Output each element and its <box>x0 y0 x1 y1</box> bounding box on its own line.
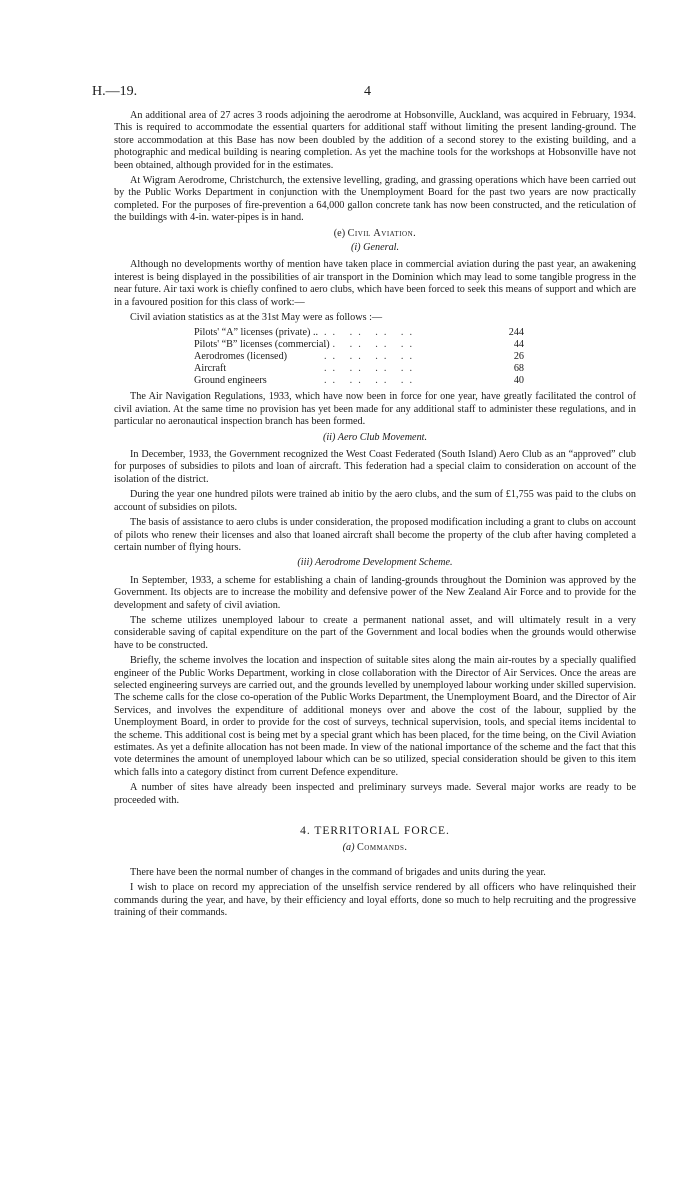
stat-row <box>194 351 524 363</box>
paragraph-wigram: At Wigram Aerodrome, Christchurch, the extensive levelling, grading, and grassing operations which have been carried out by the Public Works Department in conjunction with the Unemployment Board for the past two years are now practically completed. For the purposes of fire-prevention a 64,000 gallon concrete tank has now been constructed, and the reticulation of the buildings with 4-in. water-pipes is in hand. <box>114 175 636 224</box>
stat-value: 44 <box>513 338 524 350</box>
paragraph-scheme: Briefly, the scheme involves the location and inspection of suitable sites along the main air-routes by a specially qualified engineer of the Public Works Department, working in close collaboration with the Director of Air Services. Once the areas are selected engineering surveys are carried out, and the grounds levelled by unemployed labour working under skilled supervision. The scheme calls for the close co-operation of the Public Works Department, the Unemployment Board, and the Director of Air Services, and involves the expenditure of additional moneys over and above the cost of the labour, supplied by the Unemployment Board, in order to provide for the cost of surveys, technical supervision, tools, and special items incidental to the scheme. This additional cost is being met by a special grant which has been placed, for the time being, on the Civil Aviation estimates. As yet a definite allocation has not been made. In view of the national importance of the scheme and the fact that this vote determines the amount of unemployed labour which can be so utilized, special consideration should be given to this item which falls into a category distinct from current Defence expenditure. <box>114 655 636 778</box>
subheading-commands: (a) Commands. <box>342 842 408 854</box>
section-heading-territorial-force: 4. TERRITORIAL FORCE. <box>300 825 450 838</box>
leader-dots: .. .. .. .. <box>324 375 419 387</box>
paragraph-aero-club: During the year one hundred pilots were trained ab initio by the aero clubs, and the sum of £1,755 was paid to the clubs on account of subsidies on pilots. <box>114 489 636 513</box>
stat-row <box>194 375 524 387</box>
paragraph-commands: There have been the normal number of changes in the command of brigades and units during the year. <box>130 866 546 878</box>
stat-row <box>194 327 524 339</box>
paragraph-scheme: The scheme utilizes unemployed labour to create a permanent national asset, and will ultimately result in a very considerable saving of capital expenditure on the part of the Government and local bodies when the grounds would otherwise have to be constructed. <box>114 614 636 651</box>
paragraph-aero-club: The basis of assistance to aero clubs is under consideration, the proposed modification including a grant to clubs on account of pilots who renew their licenses and also that loaned aircraft shall become the property of the club after having completed a certain number of flying hours. <box>114 517 636 553</box>
stat-label: Aerodromes (licensed) <box>194 350 288 362</box>
leader-dots: .. .. .. .. <box>324 363 419 375</box>
stat-value: 26 <box>513 350 524 362</box>
stat-label: Aircraft <box>194 363 227 375</box>
stat-label: Pilots' “B” licenses (commercial) <box>194 338 330 350</box>
stat-value: 68 <box>513 363 524 375</box>
subheading-aerodrome-scheme: (iii) Aerodrome Development Scheme. <box>297 557 453 569</box>
stat-row <box>194 363 524 375</box>
page-body <box>114 110 636 922</box>
report-reference: H.—19. <box>92 84 138 99</box>
page-header <box>92 84 608 104</box>
paragraph-scheme: In September, 1933, a scheme for establishing a chain of landing-grounds throughout the Dominion was approved by the Government. Its objects are to increase the mobility and defensive power of the New Zealand Air Force and to provide for the development and safety of civil aviation. <box>114 574 636 611</box>
paragraph-scheme: A number of sites have already been inspected and preliminary surveys made. Several major works are ready to be proceeded with. <box>114 782 636 806</box>
stat-label: Pilots' “A” licenses (private) .. <box>194 326 319 338</box>
leader-dots: .. .. .. .. <box>324 326 419 338</box>
paragraph-general: Although no developments worthy of mention have taken place in commercial aviation during the past year, an awakening interest is being displayed in the possibilities of air transport in the Dominion which may lead to some tangible progress in the near future. Air taxi work is chiefly confined to aero clubs, which have been forced to seek this means of support and which are in a favoured position for this class of work:— <box>114 259 636 308</box>
paragraph-hobsonville: An additional area of 27 acres 3 roods adjoining the aerodrome at Hobsonville, Auckland, was acquired in February, 1934. This is required to accommodate the essential quarters for additional staff without limiting the present landing-ground. The store accommodation at this Base has now been doubled by the addition of a second storey to the existing building, and a photographic and medical building is nearing completion. As yet the machine tools for the workshops at Hobsonville have not been obtained, although provided for in the estimates. <box>114 110 636 171</box>
subheading-aero-club: (ii) Aero Club Movement. <box>322 431 428 443</box>
leader-dots: .. .. .. .. <box>324 350 419 362</box>
paragraph-commands: I wish to place on record my appreciation of the unselfish service rendered by all officers who have relinquished their commands during the year, and have, by their efficiency and loyal efforts, done so much to help recruiting and the progressive training of their commands. <box>114 882 636 919</box>
stat-value: 244 <box>508 326 524 338</box>
stat-row <box>194 339 524 351</box>
paragraph-aero-club: In December, 1933, the Government recognized the West Coast Federated (South Island) Aero Club as an “approved” club for purposes of subsidies to pilots and loan of aircraft. This federation had a special claim to consideration on account of the isolation of the district. <box>114 449 636 485</box>
stat-label: Ground engineers <box>194 375 267 387</box>
leader-dots: .. .. .. .. <box>324 338 419 350</box>
page-number: 4 <box>364 84 371 99</box>
stat-value: 40 <box>513 375 524 387</box>
stats-intro: Civil aviation statistics as at the 31st May were as follows :— <box>130 312 383 324</box>
paragraph-regulations: The Air Navigation Regulations, 1933, which have now been in force for one year, have greatly facilitated the control of civil aviation. At the same time no provision has yet been made for any additional staff to administer these regulations, and in particular no aeronautical inspection branch has been formed. <box>114 391 636 428</box>
section-heading-civil-aviation: (e) Civil Aviation. <box>333 227 417 239</box>
subheading-general: (i) General. <box>350 242 400 254</box>
statistics-table <box>194 327 524 388</box>
